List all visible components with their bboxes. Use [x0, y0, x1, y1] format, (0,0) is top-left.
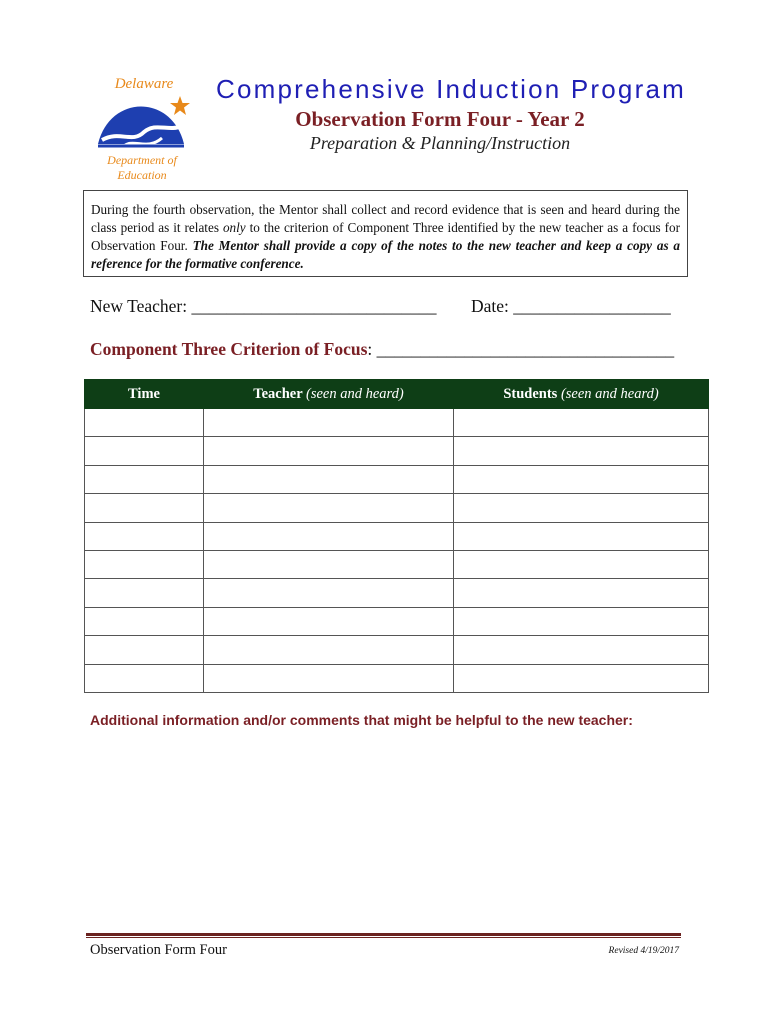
- students-cell[interactable]: [454, 607, 709, 635]
- logo-star-icon: [170, 96, 190, 115]
- col-teacher-note: (seen and heard): [306, 385, 404, 402]
- logo-bottom-line1: Department of: [107, 153, 177, 167]
- footer-divider-thin: [86, 937, 681, 938]
- instructions-text-2: to the criterion of Component Three identified by the new teacher as a focus for Observation Four.: [91, 220, 680, 253]
- instructions-bold-text: The Mentor shall provide a copy of the notes to the new teacher and keep a copy as a reference for the formative conference.: [91, 238, 680, 271]
- delaware-doe-logo: [92, 74, 196, 186]
- table-header-row: [85, 380, 709, 409]
- instructions-text-1: During the fourth observation, the Mentor shall collect and record evidence that is seen and heard during the class period as it relates: [91, 202, 680, 235]
- time-cell[interactable]: [85, 636, 204, 664]
- teacher-cell[interactable]: [204, 579, 454, 607]
- component-line[interactable]: __________________________________: [372, 339, 675, 359]
- instructions-box: [83, 190, 688, 277]
- teacher-cell[interactable]: [204, 636, 454, 664]
- new-teacher-field[interactable]: [90, 296, 436, 317]
- students-cell[interactable]: [454, 522, 709, 550]
- new-teacher-label: New Teacher:: [90, 296, 188, 316]
- logo-bottom-line2: Education: [117, 168, 167, 182]
- time-cell[interactable]: [85, 550, 204, 578]
- table-row: [85, 636, 709, 664]
- program-title: Comprehensive Induction Program: [216, 74, 686, 104]
- time-cell[interactable]: [85, 465, 204, 493]
- teacher-cell[interactable]: [204, 494, 454, 522]
- students-cell[interactable]: [454, 409, 709, 437]
- table-row: [85, 494, 709, 522]
- time-cell[interactable]: [85, 409, 204, 437]
- table-row: [85, 664, 709, 692]
- table-row: [85, 607, 709, 635]
- students-cell[interactable]: [454, 494, 709, 522]
- form-title: Observation Form Four - Year 2: [295, 107, 585, 131]
- col-time-header: [85, 380, 204, 409]
- teacher-cell[interactable]: [204, 409, 454, 437]
- logo-top-text: Delaware: [114, 76, 174, 92]
- time-cell[interactable]: [85, 437, 204, 465]
- table-row: [85, 437, 709, 465]
- teacher-cell[interactable]: [204, 607, 454, 635]
- col-teacher-label: Teacher: [253, 385, 303, 402]
- time-cell[interactable]: [85, 607, 204, 635]
- date-field[interactable]: [471, 296, 671, 317]
- time-cell[interactable]: [85, 522, 204, 550]
- time-cell[interactable]: [85, 494, 204, 522]
- students-cell[interactable]: [454, 550, 709, 578]
- teacher-cell[interactable]: [204, 437, 454, 465]
- teacher-cell[interactable]: [204, 522, 454, 550]
- table-row: [85, 550, 709, 578]
- students-cell[interactable]: [454, 579, 709, 607]
- new-teacher-line[interactable]: ____________________________: [191, 296, 437, 316]
- table-row: [85, 579, 709, 607]
- students-cell[interactable]: [454, 664, 709, 692]
- col-students-label: Students: [503, 385, 558, 402]
- footer-form-name: Observation Form Four: [90, 942, 227, 958]
- component-label: Component Three Criterion of Focus: [90, 339, 368, 359]
- footer-divider: [86, 933, 681, 936]
- time-cell[interactable]: [85, 579, 204, 607]
- col-students-header: [454, 380, 709, 409]
- teacher-cell[interactable]: [204, 465, 454, 493]
- time-cell[interactable]: [85, 664, 204, 692]
- component-colon: :: [367, 339, 373, 359]
- date-label: Date:: [471, 296, 509, 316]
- table-row: [85, 409, 709, 437]
- teacher-cell[interactable]: [204, 550, 454, 578]
- table-row: [85, 522, 709, 550]
- teacher-cell[interactable]: [204, 664, 454, 692]
- component-criterion-field[interactable]: [90, 339, 674, 360]
- table-row: [85, 465, 709, 493]
- students-cell[interactable]: [454, 465, 709, 493]
- observation-table: [84, 379, 709, 693]
- col-students-note: (seen and heard): [560, 385, 659, 402]
- students-cell[interactable]: [454, 636, 709, 664]
- instructions-only: only: [222, 220, 246, 235]
- col-teacher-header: [204, 380, 454, 409]
- students-cell[interactable]: [454, 437, 709, 465]
- col-time-label: Time: [128, 385, 160, 402]
- date-line[interactable]: __________________: [513, 296, 671, 316]
- additional-info-label: Additional information and/or comments that might be helpful to the new teacher:: [90, 712, 633, 728]
- footer-revised-date: Revised 4/19/2017: [608, 946, 679, 956]
- form-subtitle: Preparation & Planning/Instruction: [309, 133, 571, 153]
